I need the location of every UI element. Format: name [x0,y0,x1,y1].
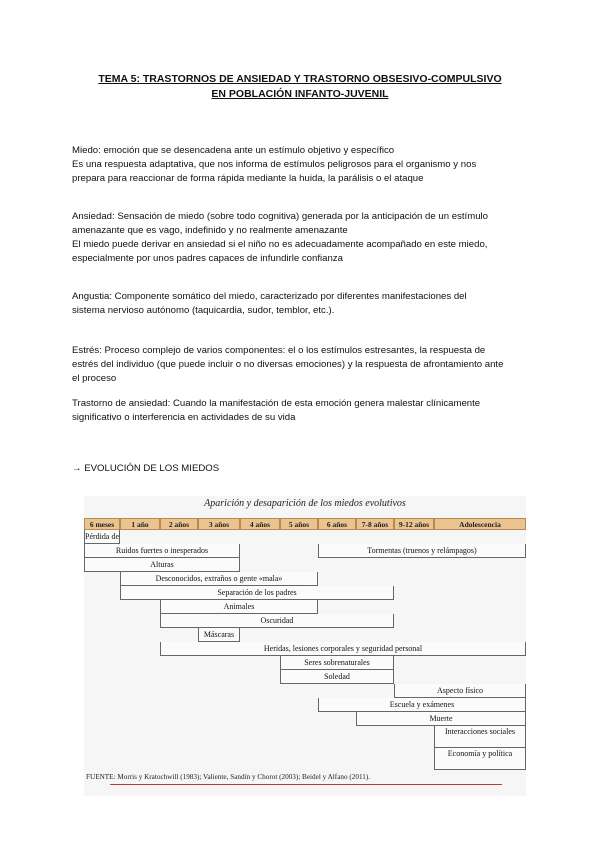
paragraph-miedo [72,144,530,186]
fear-bar: Pérdida de [84,530,120,544]
fear-bar: Oscuridad [160,614,394,628]
fear-bar: Desconocidos, extraños o gente «mala» [120,572,318,586]
text-line: estrés del individuo (que puede incluir o no diversas emociones) y la respuesta de afrontamiento ante [72,359,504,370]
age-header-4: 4 años [240,518,280,530]
figure-source: FUENTE: Morris y Kratochwill (1983); Valiente, Sandín y Chorot (2003); Beidel y Alfano (2011). [86,773,371,781]
fear-bar: Escuela y exámenes [318,698,526,712]
text-line: Miedo: emoción que se desencadena ante un estímulo objetivo y específico [72,145,395,156]
text-line: prepara para reaccionar de forma rápida mediante la huida, la parálisis o el ataque [72,173,424,184]
text-line: amenazante que es vago, indefinido y no realmente amenazante [72,225,348,236]
fear-bar: Heridas, lesiones corporales y seguridad personal [160,642,526,656]
age-header-2: 2 años [160,518,198,530]
section-heading: → EVOLUCIÓN DE LOS MIEDOS [72,463,220,474]
figure-underline [110,784,502,785]
fear-bar: Máscaras [198,628,240,642]
fear-bar: Animales [160,600,318,614]
text-line: significativo o interferencia en actividades de su vida [72,412,296,423]
document-title [70,72,530,102]
text-line: El miedo puede derivar en ansiedad si el niño no es adecuadamente acompañado en este miedo, [72,239,488,250]
fear-bar: Separación de los padres [120,586,394,600]
title-line-1: TEMA 5: TRASTORNOS DE ANSIEDAD Y TRASTORNO OBSESIVO-COMPULSIVO [98,73,502,85]
text-line: Estrés: Proceso complejo de varios componentes: el o los estímulos estresantes, la respuesta de [72,345,486,356]
age-header-0: 6 meses [84,518,120,530]
text-line: el proceso [72,373,117,384]
paragraph-angustia [72,290,530,318]
fear-bar: Interacciones sociales [434,726,526,748]
fear-bar: Soledad [280,670,394,684]
age-header-5: 5 años [280,518,318,530]
title-line-2: EN POBLACIÓN INFANTO-JUVENIL [211,88,389,100]
age-header-9: Adolescencia [434,518,526,530]
text-line: especialmente por unos padres capaces de infundirle confianza [72,253,343,264]
fear-bar: Aspecto físico [394,684,526,698]
text-line: Ansiedad: Sensación de miedo (sobre todo cognitiva) generada por la anticipación de un estímulo [72,211,488,222]
fear-bar: Tormentas (truenos y relámpagos) [318,544,526,558]
fear-bar: Economía y política [434,748,526,770]
paragraph-trastorno-ansiedad [72,397,530,425]
text-line: Angustia: Componente somático del miedo, caracterizado por diferentes manifestaciones del [72,291,467,302]
figure-title: Aparición y desaparición de los miedos evolutivos [204,498,406,509]
text-line: Trastorno de ansiedad: Cuando la manifestación de esta emoción genera malestar clínicamente [72,398,481,409]
fear-bar: Seres sobrenaturales [280,656,394,670]
paragraph-estres [72,344,530,386]
fear-bar: Alturas [84,558,240,572]
fear-bar: Ruidos fuertes o inesperados [84,544,240,558]
age-header-1: 1 año [120,518,160,530]
age-header-8: 9-12 años [394,518,434,530]
text-line: sistema nervioso autónomo (taquicardia, sudor, temblor, etc.). [72,305,335,316]
age-header-3: 3 años [198,518,240,530]
fear-bar: Muerte [356,712,526,726]
text-line: Es una respuesta adaptativa, que nos informa de estímulos peligrosos para el organismo y nos [72,159,477,170]
fears-chart-figure [84,496,526,796]
age-header-6: 6 años [318,518,356,530]
paragraph-ansiedad [72,210,530,266]
age-header-7: 7-8 años [356,518,394,530]
